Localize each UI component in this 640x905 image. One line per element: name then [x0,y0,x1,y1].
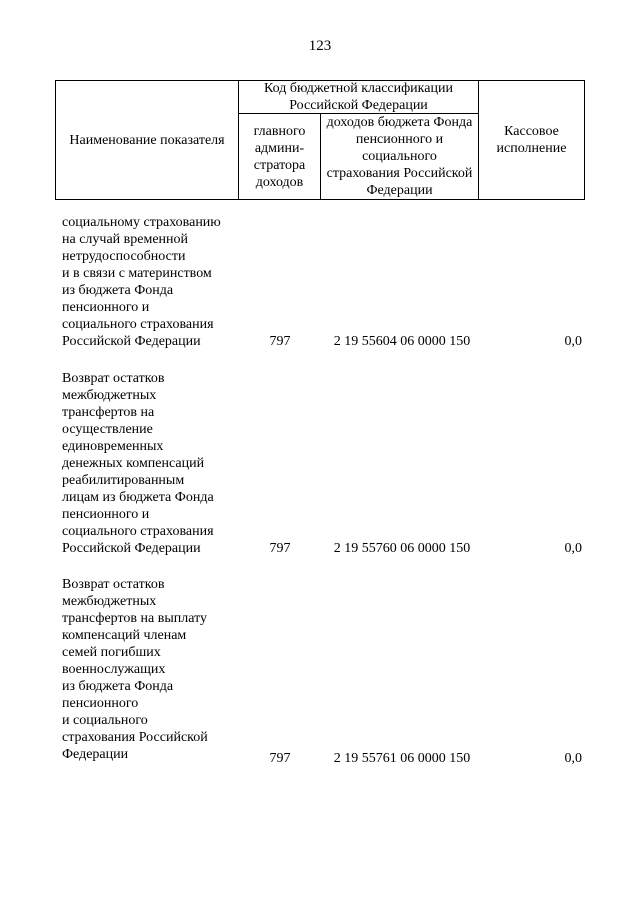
header-name-column: Наименование показателя [69,132,225,148]
page-number: 123 [308,38,332,54]
row-name: Возврат остатков межбюджетных трансфертов на осуществление единовременных денежных компенсаций реабилитированным лицам из бюджета Фонда пенсионного и социального страхования Российской Федерации [62,371,214,556]
row-amount: 0,0 [564,751,582,766]
row-admin-code: 797 [269,541,291,556]
table-row [0,576,640,766]
row-name: социальному страхованию на случай временной нетрудоспособности и в связи с материнством из бюджета Фонда пенсионного и социального страхования Российской Федерации [62,215,221,349]
table-header [55,80,585,200]
row-budget-code: 2 19 55761 06 0000 150 [333,751,471,766]
header-income-column: доходов бюджета Фонда пенсионного и социального страхования Российской Федерации [326,115,473,198]
row-admin-code: 797 [269,334,291,349]
table-row [0,214,640,354]
header-budget-code-group: Код бюджетной классификации Российской Федерации [264,81,453,113]
table-row [0,370,640,560]
header-admin-column: главного админи-стратора доходов [253,123,306,190]
row-budget-code: 2 19 55604 06 0000 150 [333,334,471,349]
row-name: Возврат остатков межбюджетных трансфертов на выплату компенсаций членам семей погибших военнослужащих из бюджета Фонда пенсионного и социального страхования Российской Федерации [62,577,208,762]
row-amount: 0,0 [564,541,582,556]
row-admin-code: 797 [269,751,291,766]
header-execution-column: Кассовое исполнение [496,124,567,156]
row-amount: 0,0 [564,334,582,349]
row-budget-code: 2 19 55760 06 0000 150 [333,541,471,556]
